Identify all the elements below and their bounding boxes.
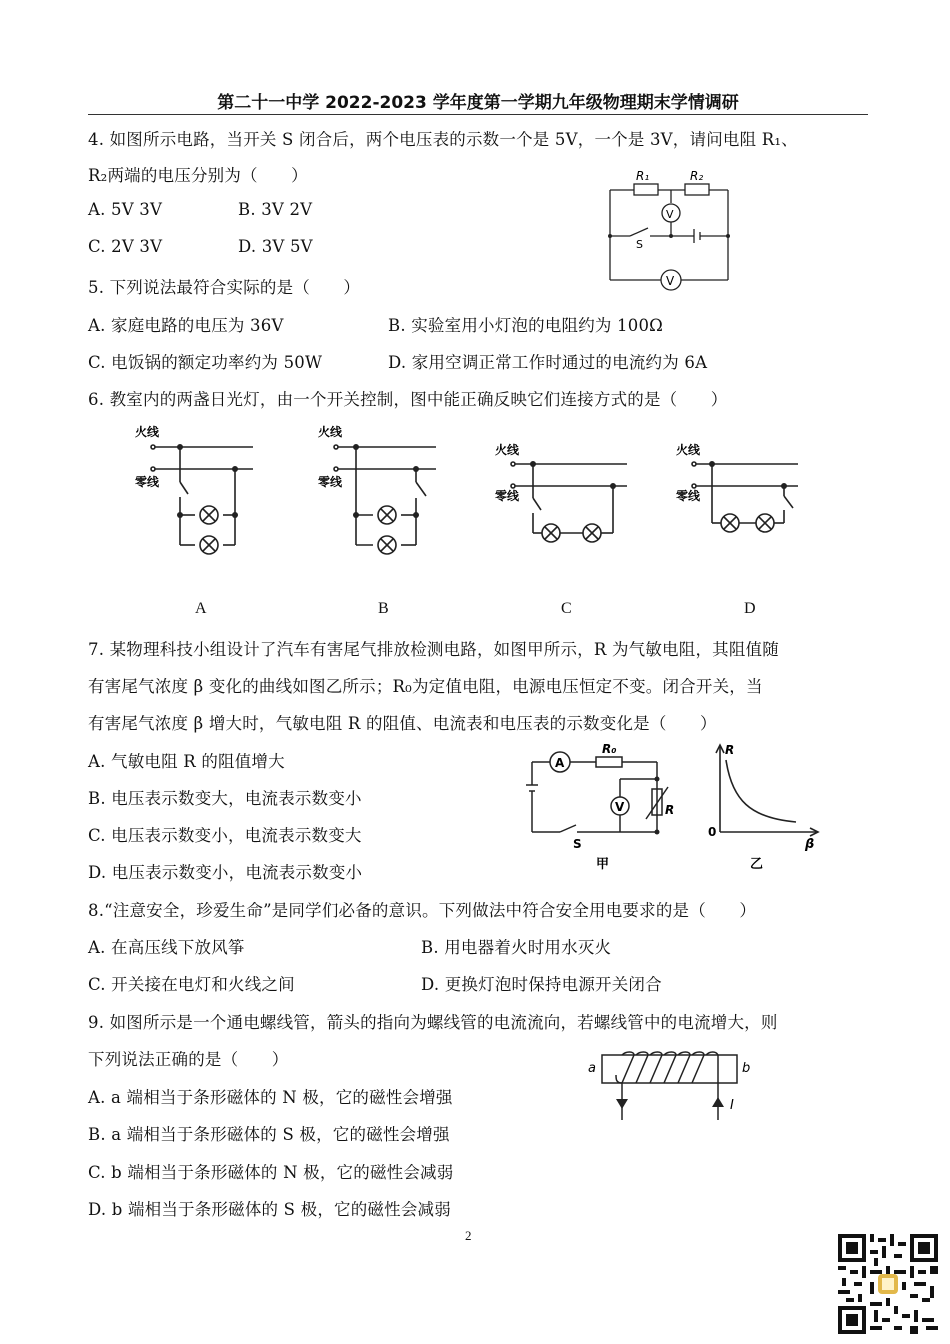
q8-option-b[interactable]: B. 用电器着火时用水灭火 <box>421 938 612 957</box>
q4-option-a[interactable]: A. 5V 3V <box>88 200 163 219</box>
q7-r-label: R <box>665 803 675 817</box>
q7-option-a[interactable]: A. 气敏电阻 R 的阻值增大 <box>88 752 285 771</box>
q9-end-a-label: a <box>588 1061 596 1076</box>
q4-stem-line2: R₂两端的电压分别为（ ） <box>88 166 308 185</box>
q7-option-d[interactable]: D. 电压表示数变小，电流表示数变小 <box>88 863 363 882</box>
q7-fig-yi-caption: 乙 <box>750 857 764 872</box>
q7-switch-label: S <box>573 837 582 851</box>
q6-figure-b[interactable] <box>318 422 448 557</box>
q4-fig-r1-label: R₁ <box>636 169 650 183</box>
q4-fig-switch-label: S <box>636 238 643 251</box>
q6b-neutral-label: 零线 <box>318 475 343 489</box>
q6a-neutral-label: 零线 <box>135 475 160 489</box>
q4-stem-line1: 4. 如图所示电路，当开关 S 闭合后，两个电压表的示数一个是 5V，一个是 3V，请问电阻 R₁、 <box>88 130 798 149</box>
q5-stem: 5. 下列说法最符合实际的是（ ） <box>88 278 361 297</box>
q9-end-b-label: b <box>742 1061 751 1076</box>
q8-option-a[interactable]: A. 在高压线下放风筝 <box>88 938 245 957</box>
q6-figure-c[interactable] <box>495 440 635 555</box>
q6d-fire-label: 火线 <box>676 443 701 457</box>
q7-r0-label: R₀ <box>602 742 617 756</box>
q5-option-d[interactable]: D. 家用空调正常工作时通过的电流约为 6A <box>388 353 708 372</box>
q8-stem: 8.“注意安全，珍爱生命”是同学们必备的意识。下列做法中符合安全用电要求的是（ ） <box>88 901 757 920</box>
q7-voltmeter-label: V <box>615 800 625 814</box>
q6-label-c: C <box>561 600 572 617</box>
q7-option-b[interactable]: B. 电压表示数变大，电流表示数变小 <box>88 789 362 808</box>
q7-circuit-figure-jia <box>520 742 685 877</box>
q6-label-a: A <box>195 600 207 617</box>
q5-option-c[interactable]: C. 电饭锅的额定功率约为 50W <box>88 353 323 372</box>
q4-option-c[interactable]: C. 2V 3V <box>88 237 163 256</box>
qr-code-icon <box>838 1234 938 1334</box>
page-number: 2 <box>465 1228 472 1243</box>
q6c-neutral-label: 零线 <box>495 489 520 503</box>
q6-figure-d[interactable] <box>676 440 816 555</box>
q9-option-d[interactable]: D. b 端相当于条形磁体的 S 极，它的磁性会减弱 <box>88 1200 451 1219</box>
q9-option-c[interactable]: C. b 端相当于条形磁体的 N 极，它的磁性会减弱 <box>88 1163 454 1182</box>
q7-option-c[interactable]: C. 电压表示数变小，电流表示数变大 <box>88 826 362 845</box>
q7-ammeter-label: A <box>555 756 565 770</box>
q4-option-d[interactable]: D. 3V 5V <box>238 237 313 256</box>
q9-option-a[interactable]: A. a 端相当于条形磁体的 N 极，它的磁性会增强 <box>88 1088 453 1107</box>
q5-option-a[interactable]: A. 家庭电路的电压为 36V <box>88 316 284 335</box>
q9-option-b[interactable]: B. a 端相当于条形磁体的 S 极，它的磁性会增强 <box>88 1125 450 1144</box>
q6c-fire-label: 火线 <box>495 443 520 457</box>
q6-stem: 6. 教室内的两盏日光灯，由一个开关控制，图中能正确反映它们连接方式的是（ ） <box>88 390 728 409</box>
q7-graph-x-axis-label: β <box>805 837 815 852</box>
q8-option-d[interactable]: D. 更换灯泡时保持电源开关闭合 <box>421 975 662 994</box>
q7-stem-line2: 有害尾气浓度 β 变化的曲线如图乙所示；R₀为定值电阻，电源电压恒定不变。闭合开关，当 <box>88 677 763 696</box>
q7-stem-line3: 有害尾气浓度 β 增大时，气敏电阻 R 的阻值、电流表和电压表的示数变化是（ ） <box>88 714 717 733</box>
q9-stem-line1: 9. 如图所示是一个通电螺线管，箭头的指向为螺线管的电流流向，若螺线管中的电流增大，则 <box>88 1013 778 1032</box>
page-title: 第二十一中学 2022-2023 学年度第一学期九年级物理期末学情调研 <box>217 93 739 113</box>
q7-graph-yi <box>700 740 830 880</box>
q9-solenoid-figure <box>582 1045 762 1130</box>
q5-option-b[interactable]: B. 实验室用小灯泡的电阻约为 100Ω <box>388 316 664 335</box>
q4-fig-voltmeter1-label: V <box>666 208 674 221</box>
q6-label-d: D <box>744 600 756 617</box>
q9-stem-line2: 下列说法正确的是（ ） <box>88 1050 289 1069</box>
q4-fig-r2-label: R₂ <box>690 169 704 183</box>
q6-label-b: B <box>378 600 389 617</box>
q4-circuit-figure <box>600 168 740 293</box>
q7-stem-line1: 7. 某物理科技小组设计了汽车有害尾气排放检测电路，如图甲所示，R 为气敏电阻，其阻值随 <box>88 640 779 659</box>
q6a-fire-label: 火线 <box>135 425 160 439</box>
q6d-neutral-label: 零线 <box>676 489 701 503</box>
q6b-fire-label: 火线 <box>318 425 343 439</box>
q9-current-label: I <box>730 1098 734 1113</box>
q6-figure-a[interactable] <box>135 422 265 557</box>
q4-fig-voltmeter2-label: V <box>666 274 675 288</box>
q7-fig-jia-caption: 甲 <box>596 857 610 872</box>
q7-graph-origin-label: 0 <box>708 825 717 839</box>
q8-option-c[interactable]: C. 开关接在电灯和火线之间 <box>88 975 295 994</box>
q4-option-b[interactable]: B. 3V 2V <box>238 200 313 219</box>
header-rule <box>88 114 868 115</box>
q7-graph-y-axis-label: R <box>725 743 735 757</box>
